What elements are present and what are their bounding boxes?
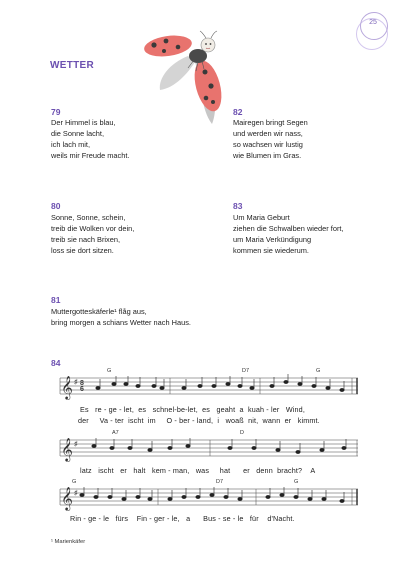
svg-text:8: 8 bbox=[80, 380, 84, 387]
page-number: 25 bbox=[369, 19, 377, 26]
svg-text:♯: ♯ bbox=[74, 490, 78, 497]
poem-80-text: Sonne, Sonne, schein, treib die Wolken vor dein, treib sie nach Brixen, loss sie dort sitzen. bbox=[51, 213, 135, 255]
page-number-ring bbox=[360, 12, 388, 40]
svg-text:𝄞: 𝄞 bbox=[61, 437, 73, 461]
chord: D7 bbox=[242, 368, 250, 374]
poem-number-83: 83 bbox=[233, 201, 243, 211]
poem-number-81: 81 bbox=[51, 295, 61, 305]
chord: G bbox=[316, 368, 321, 374]
lyrics-line: latz ischt er halt kem - man, was hat er denn bracht? A bbox=[80, 466, 316, 475]
poem-82-text: Mairegen bringt Segen und werden wir nass, so wachsen wir lustig wie Blumen im Gras. bbox=[233, 118, 308, 160]
chord: G bbox=[294, 479, 299, 485]
music-staff-system-3 bbox=[60, 485, 360, 515]
footnote: ¹ Marienkäfer bbox=[51, 539, 86, 545]
chord: G bbox=[107, 368, 112, 374]
poem-83-text: Um Maria Geburt ziehen die Schwalben wieder fort, um Maria Verkündigung kommen sie wiederum. bbox=[233, 213, 344, 255]
chord: D7 bbox=[216, 479, 224, 485]
lyrics-line: Es re - ge - let, es schnel-be-let, es geaht a kuah - ler Wind, bbox=[80, 405, 305, 414]
section-title: WETTER bbox=[50, 60, 95, 71]
poem-number-79: 79 bbox=[51, 107, 61, 117]
lyrics-line: der Va - ter ischt im O - ber - land, i woaß nit, wann er kimmt. bbox=[78, 416, 320, 425]
song-number-84: 84 bbox=[51, 358, 61, 368]
poem-number-82: 82 bbox=[233, 107, 243, 117]
svg-text:𝄞: 𝄞 bbox=[61, 486, 73, 510]
chord: D bbox=[240, 430, 244, 436]
poem-79-text: Der Himmel is blau, die Sonne lacht, ich lach mit, weils mir Freude macht. bbox=[51, 118, 130, 160]
lyrics-line: Rin - ge - le fürs Fin - ger - le, a Bus - se - lе für d'Nacht. bbox=[70, 514, 295, 523]
poem-number-80: 80 bbox=[51, 201, 61, 211]
music-staff-system-1 bbox=[60, 374, 360, 404]
svg-text:6: 6 bbox=[80, 386, 84, 393]
chord: A7 bbox=[112, 430, 119, 436]
svg-text:♯: ♯ bbox=[74, 441, 78, 448]
chord: G bbox=[72, 479, 77, 485]
poem-81-text: Muttergotteskäferle¹ flåg aus, bring morgen a schians Wetter nach Haus. bbox=[51, 307, 191, 327]
music-staff-system-2 bbox=[60, 436, 360, 466]
svg-text:♯: ♯ bbox=[74, 379, 78, 386]
svg-text:𝄞: 𝄞 bbox=[61, 375, 73, 399]
